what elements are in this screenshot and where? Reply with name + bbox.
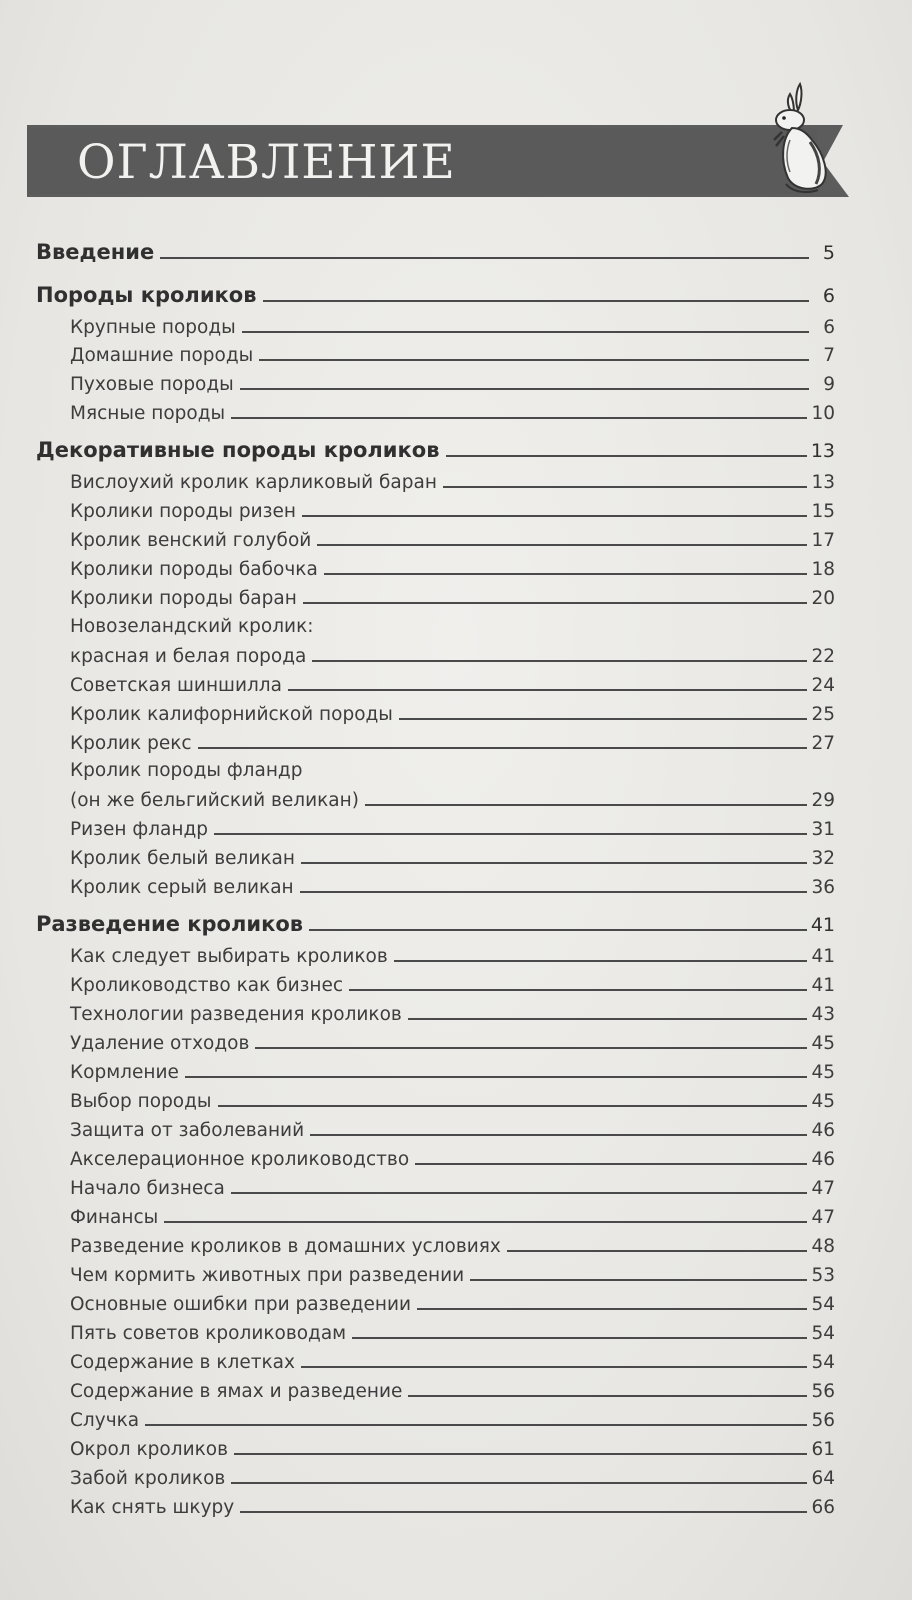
toc-section-entry[interactable] — [70, 1120, 835, 1141]
toc-section-entry[interactable] — [70, 790, 835, 811]
toc-page-number: 17 — [811, 530, 835, 551]
toc-section-entry[interactable] — [70, 403, 835, 424]
toc-leader-line — [365, 804, 807, 806]
toc-leader-line — [317, 544, 807, 546]
rabbit-icon — [760, 80, 840, 198]
toc-section-entry[interactable] — [70, 675, 835, 696]
toc-section-entry[interactable] — [70, 1236, 835, 1257]
toc-entry-title: Окрол кроликов — [70, 1439, 228, 1460]
toc-entry-title: Кролик калифорнийской породы — [70, 704, 393, 725]
toc-section-entry[interactable] — [70, 1033, 835, 1054]
toc-entry-title: Декоративные породы кроликов — [36, 438, 440, 462]
toc-entry-title: Акселерационное кролиководство — [70, 1149, 410, 1170]
toc-entry-title: Пуховые породы — [70, 374, 234, 395]
toc-entry-title: Содержание в клетках — [70, 1352, 295, 1373]
toc-leader-line — [231, 417, 807, 419]
toc-page-number: 9 — [823, 374, 835, 395]
toc-page-number: 54 — [811, 1294, 835, 1315]
toc-leader-line — [218, 1105, 808, 1107]
toc-page-number: 54 — [811, 1352, 835, 1373]
toc-chapter-entry[interactable] — [36, 438, 835, 462]
toc-leader-line — [185, 1076, 808, 1078]
toc-entry-title: (он же бельгийский великан) — [70, 790, 359, 811]
toc-entry-title: Финансы — [70, 1207, 159, 1228]
toc-page-number: 6 — [823, 317, 835, 338]
toc-section-entry[interactable] — [70, 975, 835, 996]
toc-page-number: 20 — [811, 588, 835, 609]
toc-page-number: 27 — [811, 733, 835, 754]
toc-section-entry[interactable] — [70, 819, 835, 840]
toc-section-entry[interactable] — [70, 1381, 835, 1402]
toc-page-number: 6 — [822, 285, 835, 307]
toc-leader-line — [309, 929, 807, 931]
toc-page-number: 61 — [811, 1439, 835, 1460]
toc-leader-line — [301, 862, 807, 864]
toc-page-number: 46 — [811, 1149, 835, 1170]
toc-leader-line — [288, 689, 807, 691]
toc-leader-line — [324, 573, 808, 575]
toc-entry-title: Начало бизнеса — [70, 1178, 225, 1199]
toc-leader-line — [240, 388, 809, 390]
toc-page-number: 48 — [811, 1236, 835, 1257]
toc-entry-title: Чем кормить животных при разведении — [70, 1265, 465, 1286]
toc-entry-title: Защита от заболеваний — [70, 1120, 305, 1141]
toc-page-number: 25 — [811, 704, 835, 725]
toc-entry-title: Как снять шкуру — [70, 1497, 235, 1518]
toc-entry-title: Кролики породы ризен — [70, 501, 296, 522]
toc-leader-line — [164, 1221, 807, 1223]
toc-page-number: 13 — [810, 440, 835, 462]
toc-leader-line — [408, 1018, 808, 1020]
toc-page-number: 24 — [811, 675, 835, 696]
toc-chapter-entry[interactable] — [36, 240, 835, 264]
toc-leader-line — [160, 257, 809, 259]
toc-leader-line — [259, 359, 809, 361]
toc-leader-line — [507, 1250, 808, 1252]
toc-leader-line — [214, 833, 807, 835]
toc-entry-title: Кролики породы бабочка — [70, 559, 318, 580]
toc-leader-line — [255, 1047, 807, 1049]
toc-section-entry[interactable] — [70, 1468, 835, 1489]
toc-entry-title-line1: Кролик породы фландр — [70, 760, 303, 781]
toc-section-entry[interactable] — [70, 1178, 835, 1199]
toc-leader-line — [415, 1163, 807, 1165]
toc-entry-title: Технологии разведения кроликов — [70, 1004, 402, 1025]
toc-title: ОГЛАВЛЕНИЕ — [77, 135, 456, 190]
toc-section-entry[interactable] — [70, 704, 835, 725]
toc-section-entry[interactable] — [70, 345, 835, 366]
toc-leader-line — [145, 1424, 807, 1426]
toc-page-number: 56 — [811, 1381, 835, 1402]
toc-leader-line — [198, 747, 808, 749]
toc-chapter-entry[interactable] — [36, 912, 835, 936]
toc-section-entry[interactable] — [70, 559, 835, 580]
toc-page-number: 43 — [811, 1004, 835, 1025]
toc-page-number: 7 — [823, 345, 835, 366]
toc-page-number: 18 — [811, 559, 835, 580]
toc-section-entry[interactable] — [70, 1497, 835, 1518]
toc-entry-title: Введение — [36, 240, 155, 264]
toc-section-entry[interactable] — [70, 946, 835, 967]
toc-page-number: 54 — [811, 1323, 835, 1344]
toc-entry-title: красная и белая порода — [70, 646, 307, 667]
toc-section-entry[interactable] — [70, 1149, 835, 1170]
toc-page-number: 41 — [811, 946, 835, 967]
toc-page-number: 47 — [811, 1178, 835, 1199]
toc-entry-title: Мясные породы — [70, 403, 226, 424]
toc-leader-line — [352, 1337, 807, 1339]
toc-page-number: 56 — [811, 1410, 835, 1431]
toc-page-number: 13 — [811, 472, 835, 493]
toc-entry-title: Кролики породы баран — [70, 588, 297, 609]
toc-leader-line — [303, 602, 808, 604]
toc-section-entry[interactable] — [70, 646, 835, 667]
toc-entry-title: Породы кроликов — [36, 283, 257, 307]
toc-leader-line — [231, 1192, 808, 1194]
toc-entry-title: Кролик серый великан — [70, 877, 294, 898]
toc-page-number: 22 — [811, 646, 835, 667]
toc-page-number: 36 — [811, 877, 835, 898]
toc-leader-line — [231, 1482, 807, 1484]
toc-page-number: 64 — [811, 1468, 835, 1489]
toc-section-entry[interactable] — [70, 317, 835, 338]
toc-leader-line — [240, 1511, 807, 1513]
toc-leader-line — [408, 1395, 807, 1397]
toc-leader-line — [399, 718, 808, 720]
toc-leader-line — [417, 1308, 807, 1310]
toc-entry-title: Вислоухий кролик карликовый баран — [70, 472, 437, 493]
toc-section-entry[interactable] — [70, 501, 835, 522]
toc-entry-title: Содержание в ямах и разведение — [70, 1381, 403, 1402]
toc-entry-title: Кролик венский голубой — [70, 530, 312, 551]
toc-section-entry[interactable] — [70, 1062, 835, 1083]
toc-section-entry[interactable] — [70, 1439, 835, 1460]
toc-section-entry[interactable] — [70, 374, 835, 395]
toc-section-entry[interactable] — [70, 530, 835, 551]
toc-entry-title: Крупные породы — [70, 317, 236, 338]
toc-entry-title: Удаление отходов — [70, 1033, 250, 1054]
toc-header-banner — [27, 125, 867, 199]
toc-section-entry[interactable] — [70, 877, 835, 898]
toc-section-entry[interactable] — [70, 1004, 835, 1025]
toc-section-entry[interactable] — [70, 1207, 835, 1228]
toc-leader-line — [263, 300, 810, 302]
toc-chapter-entry[interactable] — [36, 283, 835, 307]
toc-page-number: 45 — [811, 1062, 835, 1083]
toc-page-number: 5 — [822, 242, 835, 264]
toc-entry-title: Ризен фландр — [70, 819, 208, 840]
toc-entry-title: Разведение кроликов — [36, 912, 304, 936]
toc-page-number: 31 — [811, 819, 835, 840]
toc-entry-title: Как следует выбирать кроликов — [70, 946, 388, 967]
toc-page-number: 45 — [811, 1033, 835, 1054]
toc-page-number: 41 — [810, 914, 835, 936]
toc-section-entry[interactable] — [70, 1294, 835, 1315]
toc-leader-line — [302, 515, 807, 517]
toc-section-entry[interactable] — [70, 1352, 835, 1373]
toc-leader-line — [234, 1453, 807, 1455]
toc-page-number: 10 — [811, 403, 835, 424]
toc-section-entry[interactable] — [70, 1091, 835, 1112]
toc-page-number: 53 — [811, 1265, 835, 1286]
toc-page-number: 41 — [811, 975, 835, 996]
toc-leader-line — [310, 1134, 807, 1136]
toc-section-entry[interactable] — [70, 472, 835, 493]
toc-entry-title: Советская шиншилла — [70, 675, 282, 696]
toc-leader-line — [301, 1366, 808, 1368]
toc-page-number: 45 — [811, 1091, 835, 1112]
toc-page-number: 32 — [811, 848, 835, 869]
toc-page-number: 66 — [811, 1497, 835, 1518]
toc-entry-title: Домашние породы — [70, 345, 254, 366]
toc-leader-line — [443, 486, 808, 488]
toc-section-entry[interactable] — [70, 1323, 835, 1344]
toc-entry-title: Кролик рекс — [70, 733, 192, 754]
toc-entry-title: Случка — [70, 1410, 140, 1431]
toc-section-entry[interactable] — [70, 1410, 835, 1431]
toc-entry-title: Забой кроликов — [70, 1468, 226, 1489]
toc-section-entry[interactable] — [70, 588, 835, 609]
toc-entry-title: Разведение кроликов в домашних условиях — [70, 1236, 501, 1257]
toc-entry-title: Выбор породы — [70, 1091, 212, 1112]
toc-leader-line — [300, 891, 808, 893]
toc-leader-line — [470, 1279, 807, 1281]
toc-entry-title: Основные ошибки при разведении — [70, 1294, 412, 1315]
toc-leader-line — [394, 960, 808, 962]
toc-page-number: 15 — [811, 501, 835, 522]
toc-section-entry[interactable] — [70, 733, 835, 754]
toc-page-number: 29 — [811, 790, 835, 811]
toc-entry-title: Пять советов кролиководам — [70, 1323, 347, 1344]
toc-entry-title: Кролиководство как бизнес — [70, 975, 344, 996]
toc-page-number: 46 — [811, 1120, 835, 1141]
toc-entry-title-line1: Новозеландский кролик: — [70, 616, 314, 637]
toc-page-number: 47 — [811, 1207, 835, 1228]
toc-entry-title: Кролик белый великан — [70, 848, 295, 869]
toc-leader-line — [242, 331, 809, 333]
toc-section-entry[interactable] — [70, 848, 835, 869]
toc-leader-line — [349, 989, 807, 991]
toc-leader-line — [312, 660, 807, 662]
toc-section-entry[interactable] — [70, 1265, 835, 1286]
toc-entry-title: Кормление — [70, 1062, 179, 1083]
toc-leader-line — [446, 455, 807, 457]
